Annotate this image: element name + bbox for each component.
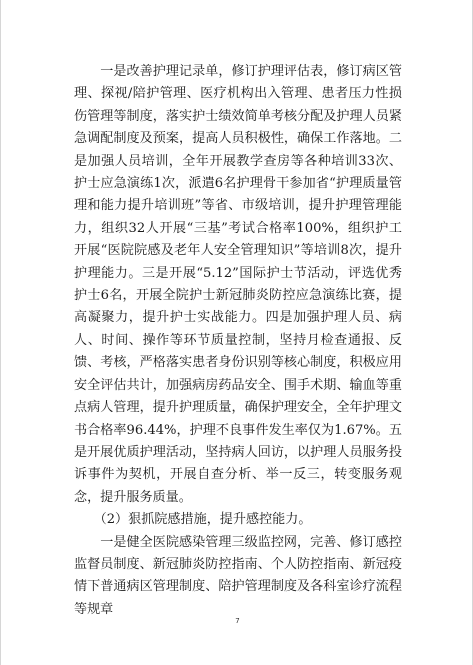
section-heading-infection-control: （2）狠抓院感措施，提升感控能力。 [74,512,312,528]
paragraph-infection-control: 一是健全医院感染管理三级监控网，完善、修订感控监督员制度、新冠肺炎防控指南、个人防控指南、新冠疫情下普通病区管理制度、陪护管理制度及各科室诊疗流程等规章 [74,534,402,617]
paragraph-nursing-measures: 一是改善护理记录单，修订护理评估表，修订病区管理、探视/陪护管理、医疗机构出入管理、患者压力性损伤管理等制度，落实护士绩效简单考核分配及护理人员紧急调配制度及预案，提高人员积极性，确保工作落地。二是加强人员培训，全年开展教学查房等各种培训33次、护士应急演练1次，派遣6名护理骨干参加省“护理质量管理和能力提升培训班”等省、市级培训，提升护理管理能力，组织32人开展“三基”考试合格率100%，组织护工开展“医院院感及老年人安全管理知识”等培训8次，提升护理能力。三是开展“5.12”国际护士节活动，评选优秀护士6名，开展全院护士新冠肺炎防控应急演练比赛，提高凝聚力，提升护士实战能力。四是加强护理人员、病人、时间、操作等环节质量控制，坚持月检查通报、反馈、考核，严格落实患者身份识别等核心制度，积极应用安全评估共计，加强病房药品安全、围手术期、输血等重点病人管理，提升护理质量，确保护理安全，全年护理文书合格率96.44%，护理不良事件发生率仅为1.67%。五是开展优质护理活动，坚持病人回访，以护理人员服务投诉事件为契机，开展自查分析、举一反三，转变服务观念，提升服务质量。 [74,64,402,505]
document-body [74,61,402,621]
page-number: 7 [235,617,240,625]
